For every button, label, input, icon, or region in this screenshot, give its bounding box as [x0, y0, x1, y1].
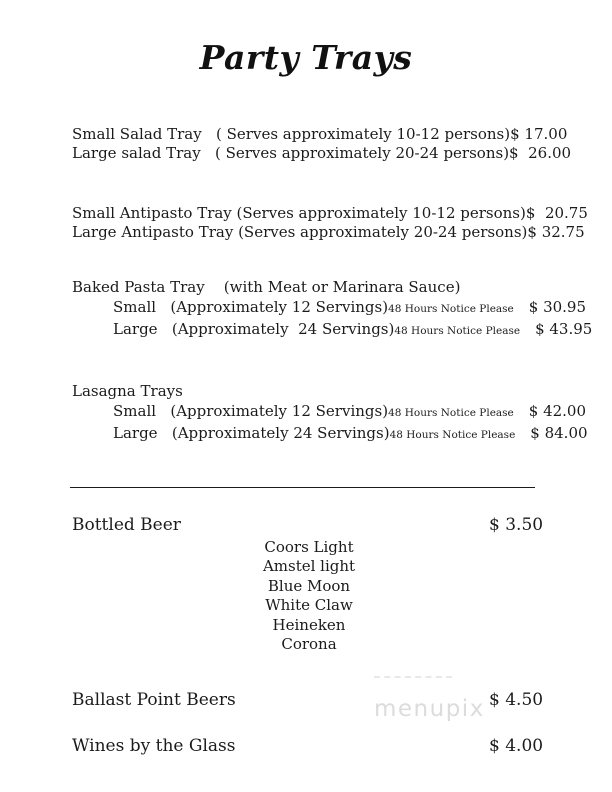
notice-text: 48 Hours Notice Please [388, 406, 514, 419]
menu-item-row [72, 423, 588, 445]
item-price: $ 42.00 [528, 401, 587, 420]
beer-brand: Heineken [272, 615, 346, 634]
section-heading: Baked Pasta Tray (with Meat or Marinara Sauce) [72, 277, 461, 296]
section-divider [70, 487, 535, 488]
menu-item-row [72, 222, 585, 242]
item-name: Large (Approximately 24 Servings) [113, 319, 395, 338]
item-price: $ 17.00 [510, 124, 568, 143]
beer-brand: White Claw [265, 596, 353, 615]
menu-item-row [72, 143, 572, 163]
notice-text: 48 Hours Notice Please [389, 428, 516, 441]
section-salad-trays [72, 124, 572, 163]
menu-item-row [72, 124, 568, 144]
beer-brand: Corona [281, 635, 337, 654]
beer-brand: Blue Moon [267, 576, 351, 595]
section-heading: Bottled Beer [72, 514, 181, 535]
item-price: $ 20.75 [525, 203, 588, 222]
item-name: Large Antipasto Tray (Serves approximately 20-24 persons) [72, 222, 528, 241]
section-heading-row [72, 382, 546, 401]
item-price: $ 4.50 [489, 689, 544, 710]
item-price: $ 84.00 [530, 423, 588, 442]
menu-item-row [72, 297, 587, 319]
section-bottled-beer [72, 514, 546, 536]
menupix-watermark: menupix [374, 696, 485, 722]
menu-item-row [72, 203, 588, 223]
item-name: Small Antipasto Tray (Serves approximately 10-12 persons) [72, 203, 526, 222]
item-price: $ 43.95 [535, 319, 593, 338]
page-title: Party Trays [199, 38, 413, 77]
beer-brand: Coors Light [264, 537, 354, 556]
section-heading: Lasagna Trays [72, 381, 183, 400]
watermark-dashes [374, 676, 452, 678]
item-price: $ 4.00 [489, 735, 544, 756]
item-price: $ 30.95 [528, 297, 587, 316]
section-lasagna-trays [72, 381, 588, 445]
menu-item-row [72, 319, 593, 341]
section-heading: Wines by the Glass [72, 735, 236, 756]
section-heading: Ballast Point Beers [72, 689, 236, 710]
section-heading-row [72, 278, 546, 297]
item-price: $ 32.75 [527, 222, 585, 241]
menu-content [72, 124, 593, 757]
notice-text: 48 Hours Notice Please [394, 324, 521, 337]
item-name: Large (Approximately 24 Servings) [113, 423, 390, 442]
item-price: $ 3.50 [489, 514, 544, 535]
item-name: Small Salad Tray ( Serves approximately 10-12 persons) [72, 124, 511, 143]
item-price: $ 26.00 [509, 143, 572, 162]
notice-text: 48 Hours Notice Please [388, 302, 514, 315]
menu-item-row [72, 401, 587, 423]
section-baked-pasta-trays [72, 277, 593, 341]
item-name: Small (Approximately 12 Servings) [113, 401, 389, 420]
section-wines-by-the-glass [72, 735, 546, 757]
section-antipasto-trays [72, 203, 588, 242]
item-name: Large salad Tray ( Serves approximately 20-24 persons) [72, 143, 510, 162]
item-name: Small (Approximately 12 Servings) [113, 297, 389, 316]
beer-brand-list [72, 538, 546, 655]
beer-brand: Amstel light [262, 557, 356, 576]
